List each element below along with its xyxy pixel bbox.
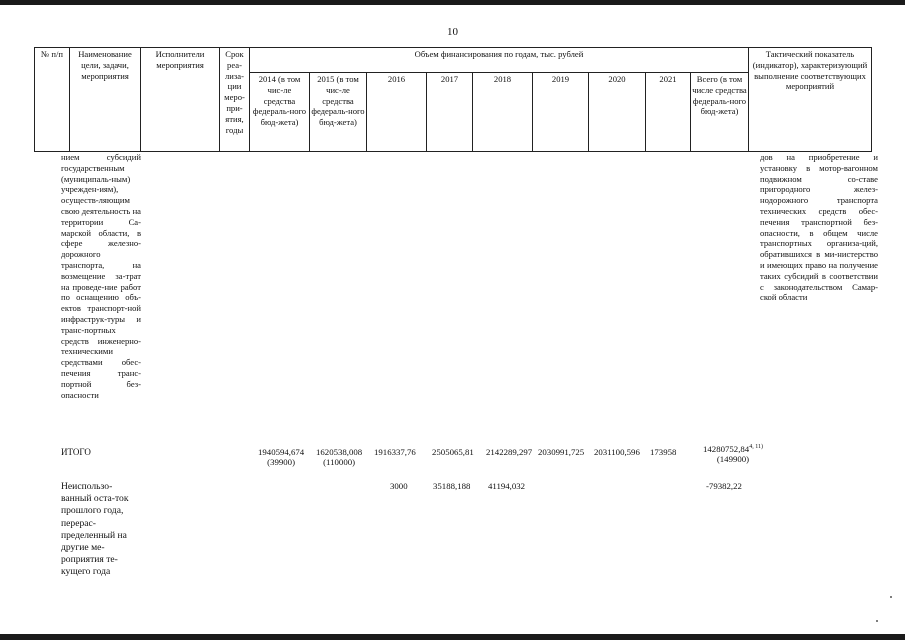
total-2018: 2142289,297 [486,447,533,457]
header-table [34,47,872,152]
total-label: ИТОГО [61,447,91,457]
total-all-note: 4, 11) [749,444,763,451]
top-border [0,0,905,5]
header-year-2015: 2015 (в том чис-ле средства федераль-ного бюд-жета) [310,73,367,152]
header-year-2021: 2021 [646,73,691,152]
header-number: № п/п [35,48,70,152]
header-year-2014: 2014 (в том чис-ле средства федераль-ного бюд-жета) [250,73,310,152]
total-2015: 1620538,008 (110000) [316,447,363,467]
total-2015-federal: (110000) [323,457,356,467]
total-2016: 1916337,76 [374,447,416,457]
activity-name-text: нием субсидий государственным (муниципаль-ным) учрежден-иям), осуществ-ляющим свою деятельность на территории Са-марской области, в сфере железно-дорожного транспорта, на возмещение за-трат на проведе-ние работ по оснащению объ-ектов транспорт-ной инфраструк-туры и транс-портных средств инженерно-техническими средствами обес-печения транс-портной без-опасности [61,152,141,400]
unused-2017: 35188,188 [433,481,471,491]
page-number: 10 [447,26,458,38]
header-finance: Объем финансирования по годам, тыс. рублей [250,48,749,73]
scan-speck [876,620,878,622]
header-year-2019: 2019 [533,73,589,152]
total-2021: 173958 [650,447,677,457]
scan-speck [890,596,892,598]
total-2017: 2505065,81 [432,447,474,457]
header-total: Всего (в том числе средства федераль-ного бюд-жета) [691,73,749,152]
total-2020: 2031100,596 [594,447,640,457]
bottom-border [0,634,905,640]
total-all-federal: (149900) [716,454,750,464]
header-name: Наименование цели, задачи, мероприятия [70,48,141,152]
unused-2018: 41194,032 [488,481,526,491]
header-year-2016: 2016 [367,73,427,152]
total-2014-federal: (39900) [267,457,296,467]
total-2014: 1940594,674 (39900) [258,447,305,467]
unused-label: Неиспользо-ванный оста-ток прошлого года, перерас-пределенный на другие ме-роприятия те-кущего года [61,481,129,578]
header-year-2018: 2018 [473,73,533,152]
header-year-2017: 2017 [427,73,473,152]
total-all: 14280752,84$^{4, 11)}$ (149900) [703,444,763,464]
header-year-2020: 2020 [589,73,646,152]
unused-all: -79382,22 [706,481,742,491]
header-indicator: Тактический показатель (индикатор), характеризующий выполнение соответствующих мероприятий [749,48,872,152]
header-term: Срок реа-лиза-ции меро-при-ятия, годы [220,48,250,152]
indicator-text: дов на приобретение и установку в мотор-вагонном подвижном со-ставе пригородного желез-нодорожного транспорта технических средств обес-печения транспортной без-опасности, в общем числе транспортных организа-ций, обратившихся в ми-нистерство и имеющих право на получение таких субсидий в соответствии с законодательством Самар-ской области [760,152,878,303]
header-executors: Исполнители мероприятия [141,48,220,152]
unused-2016: 3000 [390,481,408,491]
total-2019: 2030991,725 [538,447,585,457]
